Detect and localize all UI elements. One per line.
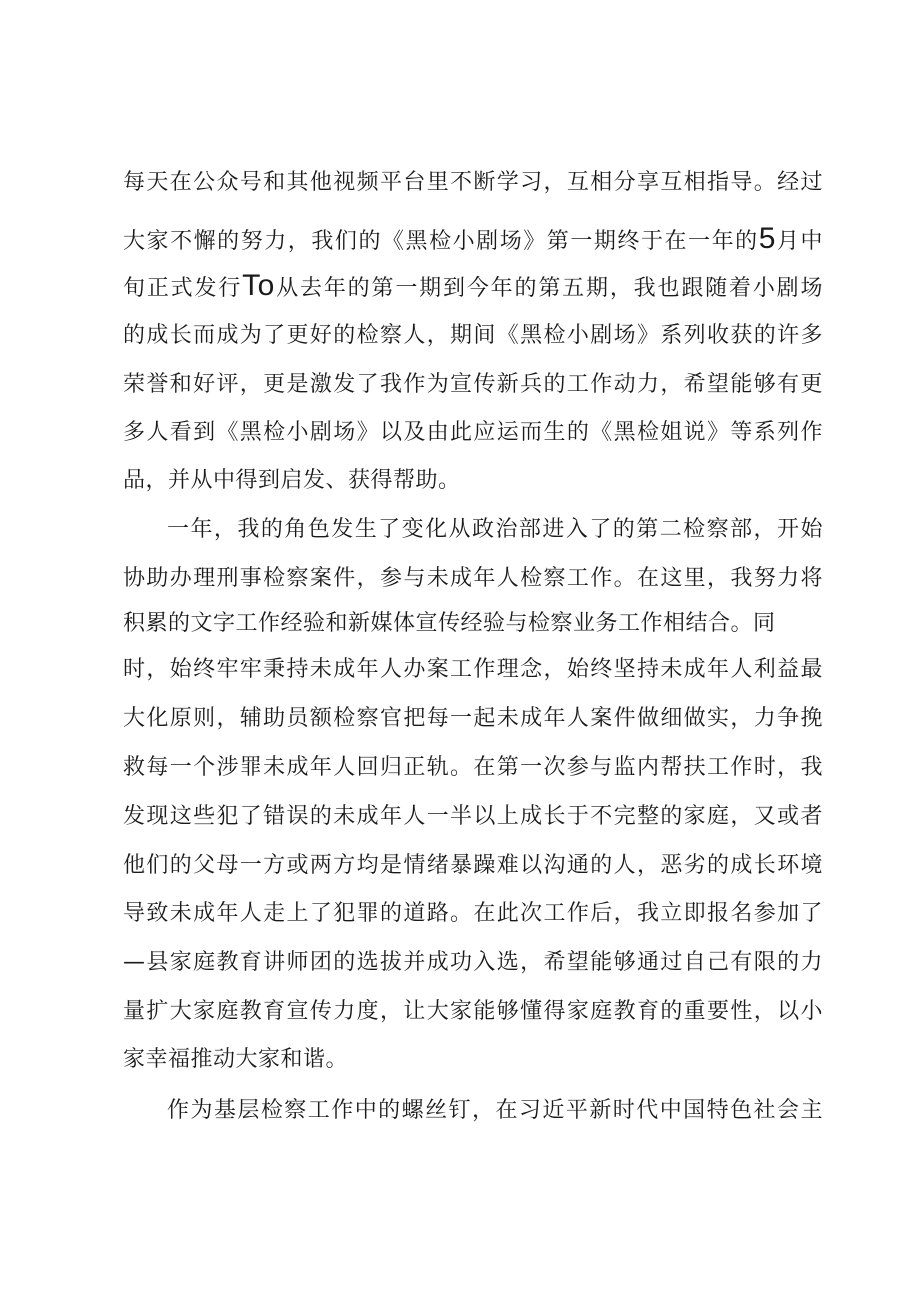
- text-line: 发现这些犯了错误的未成年人一半以上成长于不完整的家庭，又或者: [123, 804, 823, 829]
- text-line: 导致未成年人走上了犯罪的道路。在此次工作后，我立即报名参加了: [123, 901, 823, 926]
- text-line: —县家庭教育讲师团的选拔并成功入选，希望能够通过自己有限的力: [123, 950, 823, 975]
- number-fragment: 5: [758, 224, 776, 254]
- text-line: 家幸福推动大家和谐。: [123, 1047, 349, 1072]
- stray-latin-fragment: To: [242, 271, 275, 301]
- text-line: 积累的文字工作经验和新媒体宣传经验与检察业务工作相结合。同: [123, 611, 776, 636]
- text-line: 时，始终牢牢秉持未成年人办案工作理念，始终坚持未成年人利益最: [123, 657, 823, 682]
- text-line: 大化原则，辅助员额检察官把每一起未成年人案件做细做实，力争挽: [123, 706, 823, 731]
- paragraph-first-line: 作为基层检察工作中的螺丝钉，在习近平新时代中国特色社会主: [167, 1098, 823, 1123]
- text-line: 他们的父母一方或两方均是情绪暴躁难以沟通的人，恶劣的成长环境: [123, 853, 823, 878]
- text-line: [123, 224, 823, 254]
- text-line: 的成长而成为了更好的检察人，期间《黑检小剧场》系列收获的许多: [123, 323, 823, 348]
- text-fragment: 从去年的第一期到今年的第五期，我也跟随着小剧场: [274, 276, 823, 301]
- text-line: [123, 271, 823, 301]
- text-fragment: 月中: [775, 229, 823, 254]
- text-line: 每天在公众号和其他视频平台里不断学习，互相分享互相指导。经过: [123, 170, 823, 195]
- text-line: 荣誉和好评，更是激发了我作为宣传新兵的工作动力，希望能够有更: [123, 372, 823, 397]
- text-line: 协助办理刑事检察案件，参与未成年人检察工作。在这里，我努力将: [123, 566, 823, 591]
- text-fragment: 旬正式发行: [123, 276, 243, 301]
- text-line: 多人看到《黑检小剧场》以及由此应运而生的《黑检姐说》等系列作: [123, 420, 823, 445]
- paragraph-first-line: 一年，我的角色发生了变化从政治部进入了的第二检察部，开始: [167, 517, 823, 542]
- text-line: 品，并从中得到启发、获得帮助。: [123, 468, 461, 493]
- text-line: 量扩大家庭教育宣传力度，让大家能够懂得家庭教育的重要性，以小: [123, 999, 823, 1024]
- text-line: 救每一个涉罪未成年人回归正轨。在第一次参与监内帮扶工作时，我: [123, 755, 823, 780]
- text-fragment: 大家不懈的努力，我们的《黑检小剧场》第一期终于在一年的: [123, 229, 759, 254]
